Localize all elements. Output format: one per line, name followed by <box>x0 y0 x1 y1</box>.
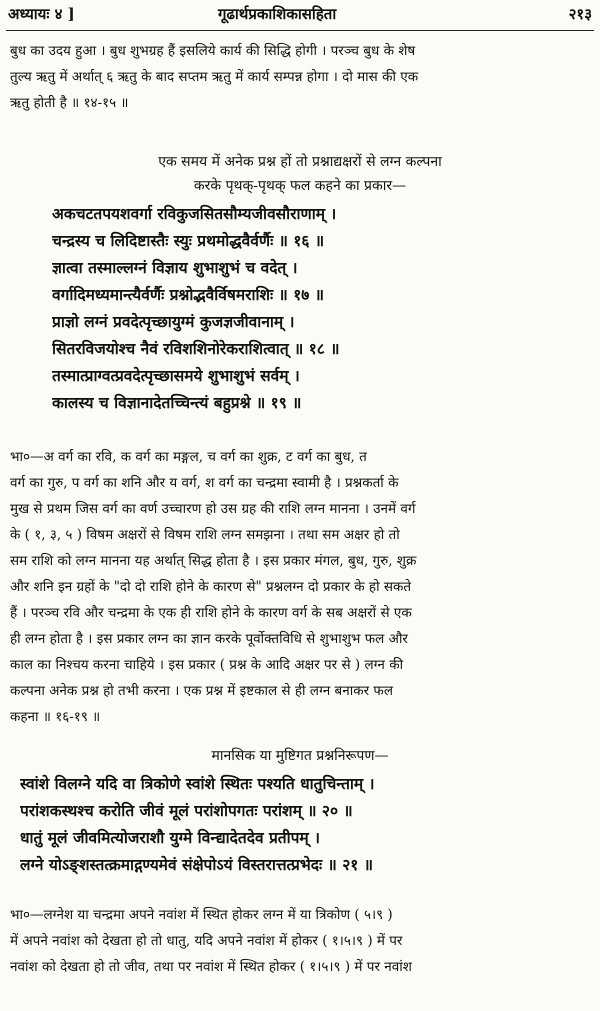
text-line: काल का निश्चय करना चाहिये । इस प्रकार ( प्रश्न के आदि अक्षर पर से ) लग्न की <box>10 657 404 673</box>
verse-line: कालस्य च विज्ञानादेतच्चिन्त्यं बहुप्रश्ने ॥ १९ ॥ <box>52 393 302 412</box>
text-line: नवांश को देखता हो तो जीव, तथा पर नवांश में स्थित होकर ( १।५।९ ) में पर नवांश <box>10 959 412 975</box>
verse-line: अकचटतपयशवर्गा रविकुजसितसौम्यजीवसौराणाम् । <box>52 204 337 223</box>
verse-line: सितरविजयोश्च नैवं रविशशिनोरेकराशित्वात् ॥ १८ ॥ <box>52 339 340 358</box>
verse-line: वर्गादिमध्यमान्त्यैर्वर्णैः प्रश्नोद्भवैर्विषमराशिः ॥ १७ ॥ <box>52 285 325 304</box>
text-line: ही लग्न होता है । इस प्रकार लग्न का ज्ञान करके पूर्वोक्तविधि से शुभाशुभ फल और <box>10 631 408 647</box>
commentary-16-19 <box>10 444 590 730</box>
commentary-20-21 <box>10 902 590 980</box>
verse-line: परांशकस्थश्च करोति जीवं मूलं परांशोपगतः परांशम् ॥ २० ॥ <box>20 801 353 820</box>
text-line: भा०—अ वर्ग का रवि, क वर्ग का मङ्गल, च वर्ग का शुक्र, ट वर्ग का बुध, त <box>10 449 367 465</box>
text-line: कल्पना अनेक प्रश्न हो तभी करना । एक प्रश्न में इष्टकाल से ही लग्न बनाकर फल <box>10 683 393 699</box>
text-line: ऋतु होती है ॥ १४-१५ ॥ <box>10 95 129 111</box>
section-heading: मानसिक या मुष्टिगत प्रश्ननिरूपण— <box>211 748 389 764</box>
verse-line: स्वांशे विलग्ने यदि वा त्रिकोणे स्वांशे स्थितः पश्यति धातुचिन्ताम् । <box>20 774 375 793</box>
text-line: सम राशि को लग्न मानना यह अर्थात् सिद्ध होता है । इस प्रकार मंगल, बुध, गुरु, शुक्र <box>10 553 417 569</box>
text-line: में अपने नवांश को देखता हो तो धातु, यदि अपने नवांश में होकर ( १।५।९ ) में पर <box>10 933 403 949</box>
verse-line: प्राज्ञो लग्नं प्रवदेत्पृच्छायुग्मं कुजज्ञजीवानाम् । <box>52 312 295 331</box>
section-heading-line: करके पृथक्-पृथक् फल कहने का प्रकार— <box>193 178 407 194</box>
text-line: कहना ॥ १६-१९ ॥ <box>10 709 101 725</box>
verse-line: लग्ने योऽङ्शस्तत्क्रमाद्गण्यमेवं संक्षेपोऽयं विस्तरात्तत्प्रभेदः ॥ २१ ॥ <box>20 855 374 874</box>
header-rule <box>6 30 594 31</box>
verse-line: तस्मात्प्राग्वत्प्रवदेत्पृच्छासमये शुभाशुभं सर्वम् । <box>52 366 300 385</box>
text-line: वर्ग का गुरु, प वर्ग का शनि और य वर्ग, श वर्ग का चन्द्रमा स्वामी है । प्रश्नकर्ता के <box>10 475 399 491</box>
verse-block-20-21 <box>20 770 588 878</box>
text-line: मुख से प्रथम जिस वर्ग का वर्ण उच्चारण हो उस ग्रह की राशि लग्न मानना । उनमें वर्ग <box>10 501 416 517</box>
verse-line: धातुं मूलं जीवमित्योजराशौ युग्मे विन्द्यादेतदेव प्रतीपम् । <box>20 828 320 847</box>
text-line: के ( १, ३, ५ ) विषम अक्षरों से विषम राशि लग्न समझना । तथा सम अक्षर हो तो <box>10 527 400 543</box>
page-header <box>8 4 592 30</box>
section-heading-line: एक समय में अनेक प्रश्न हों तो प्रश्नाद्यक्षरों से लग्न कल्पना <box>158 154 442 170</box>
verse-line: चन्द्रस्य च लिदिष्टास्तैः स्युः प्रथमोद्धवैर्वर्णैः ॥ १६ ॥ <box>52 231 325 250</box>
text-line: हैं । परञ्च रवि और चन्द्रमा के एक ही राशि होने के कारण वर्ग के सब अक्षरों से एक <box>10 605 412 621</box>
running-title: गूढार्थप्रकाशिकासहिता <box>218 5 337 23</box>
verse-block-16-19 <box>52 200 588 416</box>
chapter-label: अध्यायः ४ ] <box>8 5 75 23</box>
paragraph-intro <box>10 38 590 116</box>
page-number: २१३ <box>568 5 592 23</box>
verse-line: ज्ञात्वा तस्माल्लग्नं विज्ञाय शुभाशुभं च वदेत् । <box>52 258 298 277</box>
text-line: बुध का उदय हुआ । बुध शुभग्रह हैं इसलिये कार्य की सिद्धि होगी । परञ्च बुध के शेष <box>10 43 416 59</box>
text-line: भा०—लग्नेश या चन्द्रमा अपने नवांश में स्थित होकर लग्न में या त्रिकोण ( ५।९ ) <box>10 907 393 923</box>
text-line: और शनि इन ग्रहों के "दो दो राशि होने के कारण से" प्रश्नलग्न दो प्रकार के हो सकते <box>10 579 412 595</box>
text-line: तुल्य ऋतु में अर्थात् ६ ऋतु के बाद सप्तम ऋतु में कार्य सम्पन्न होगा । दो मास की एक <box>10 69 419 85</box>
